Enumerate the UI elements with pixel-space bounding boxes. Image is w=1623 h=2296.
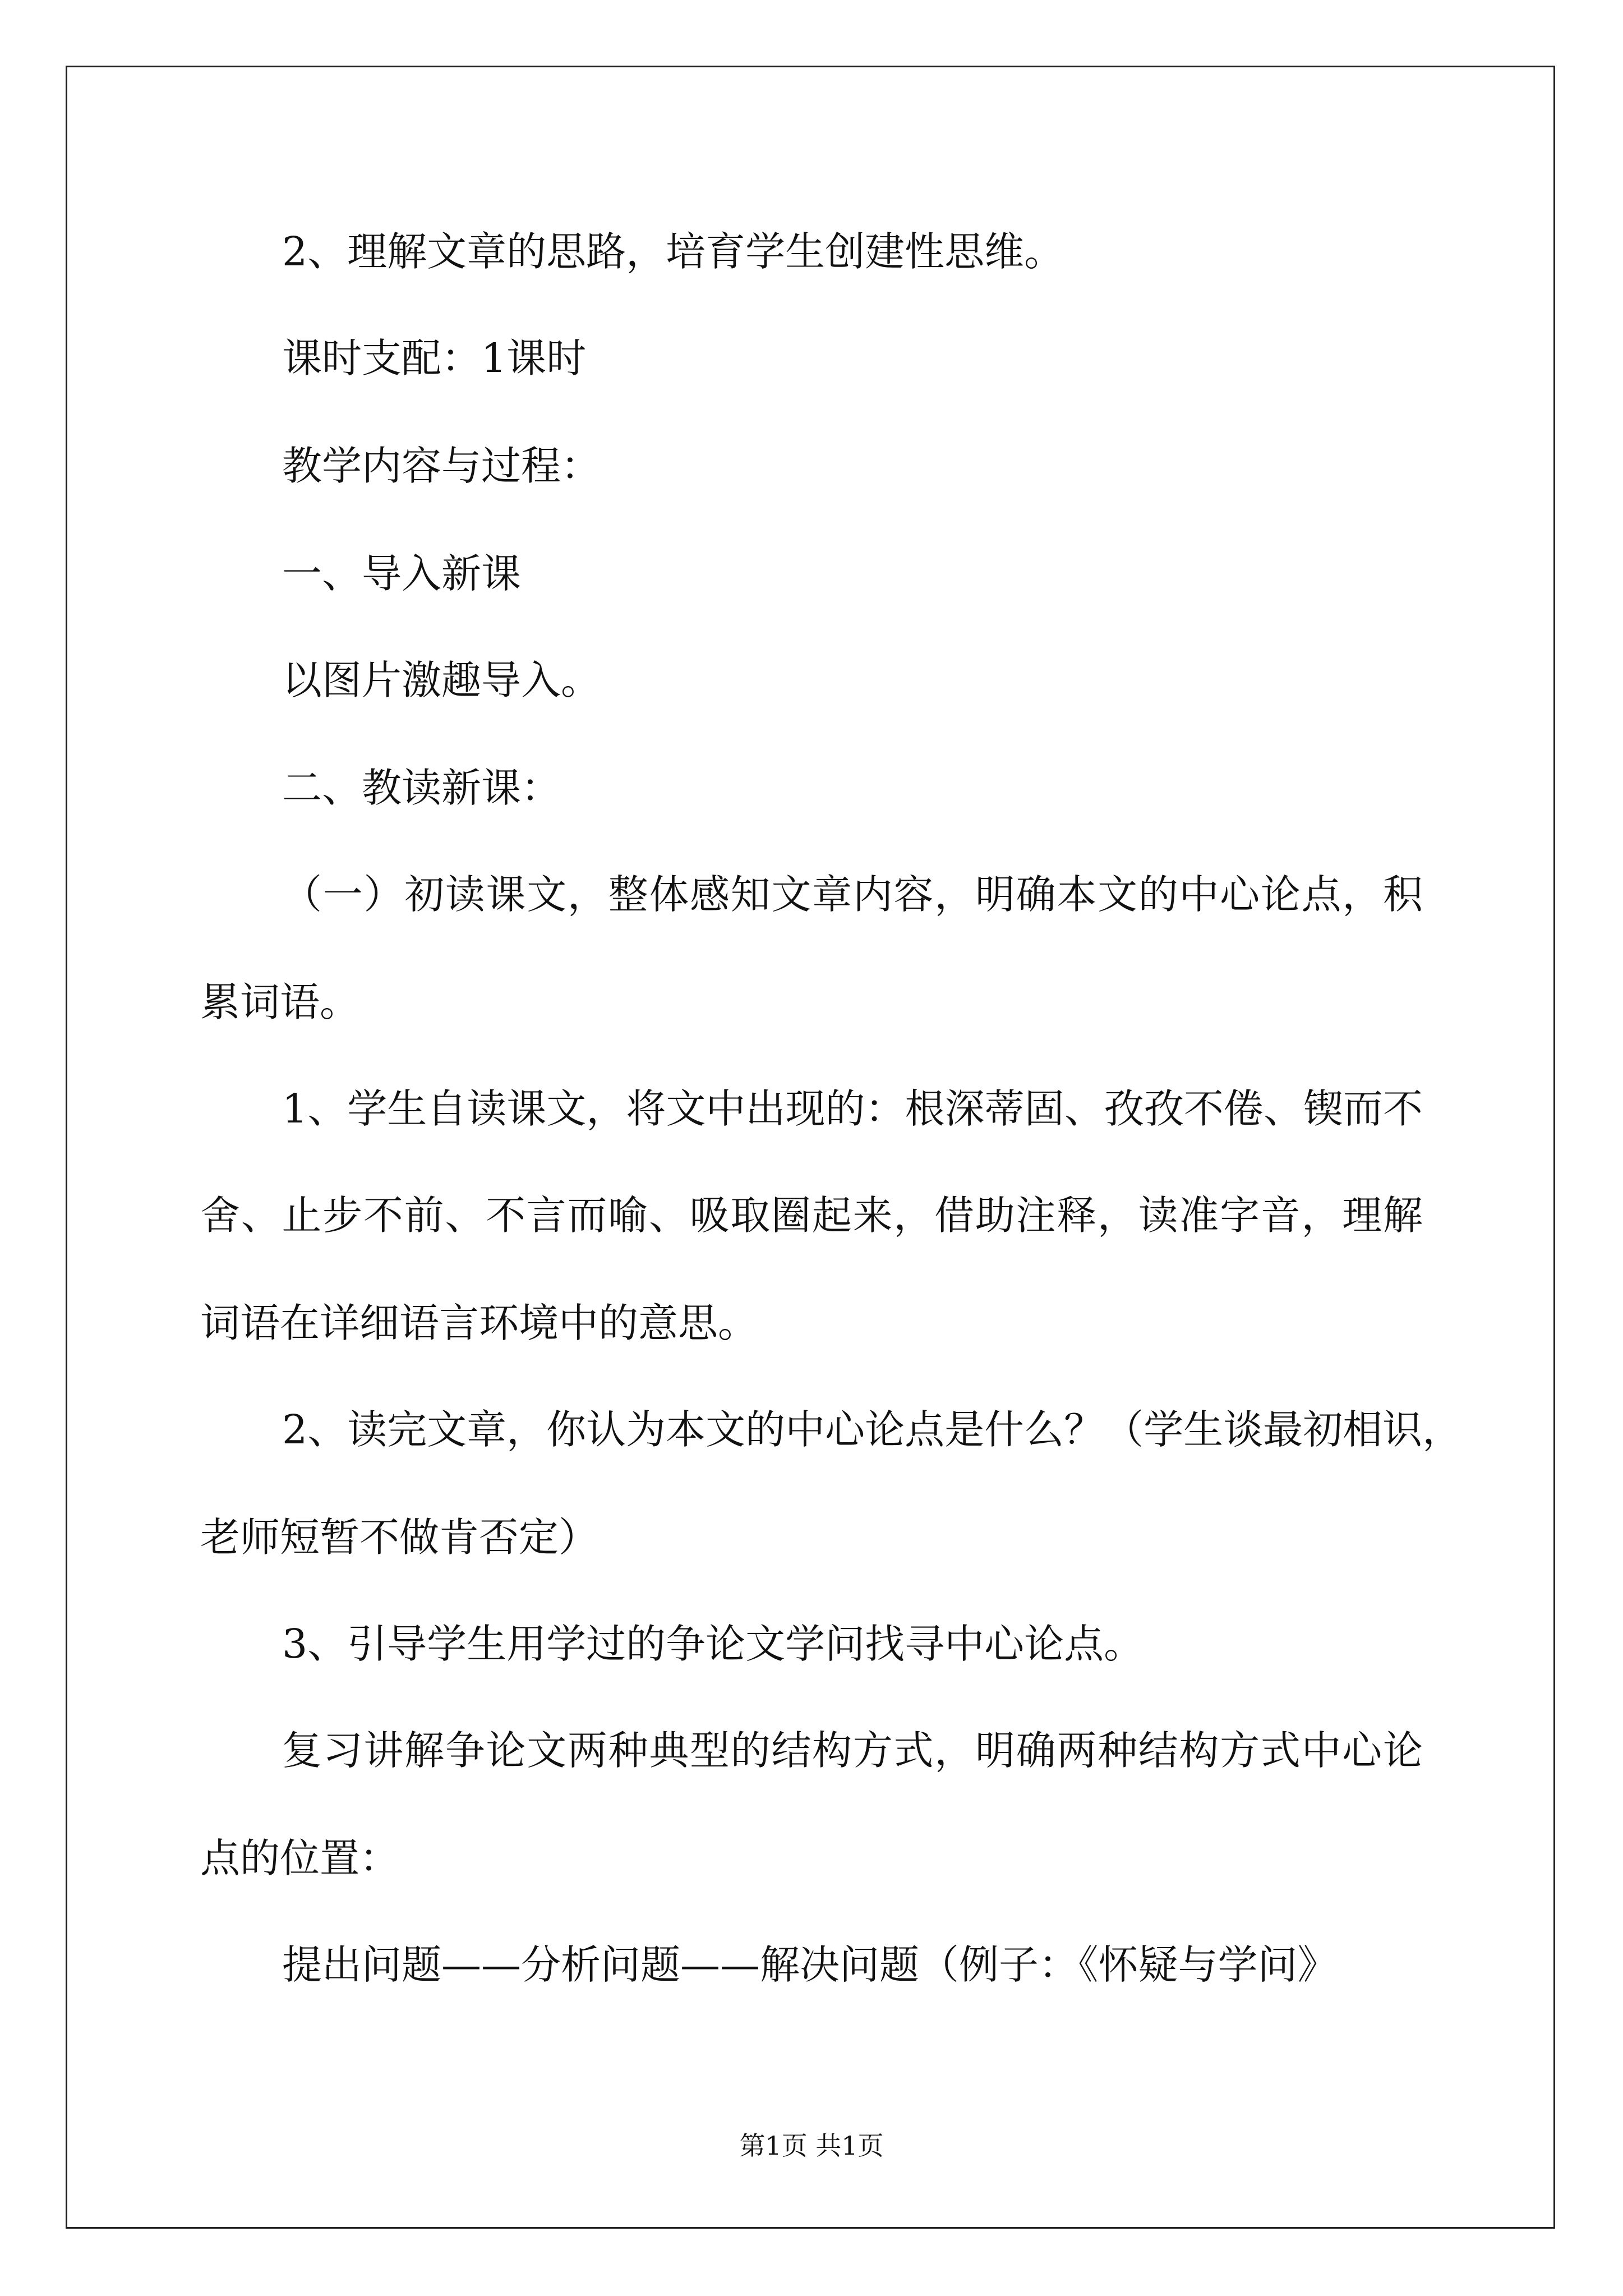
paragraph-first-reading-line2: 累词语。 (200, 979, 360, 1025)
paragraph-review-structure-line2: 点的位置： (200, 1835, 400, 1881)
paragraph-self-reading-line3: 词语在详细语言环境中的意思。 (200, 1300, 758, 1346)
paragraph-guide-students: 3、引导学生用学过的争论文学问找寻中心论点。 (282, 1621, 1144, 1667)
paragraph-structure-example: 提出问题——分析问题——解决问题（例子：《怀疑与学问》 (282, 1941, 1338, 1988)
paragraph-central-argument-line1: 2、读完文章，你认为本文的中心论点是什么？（学生谈最初相识， (282, 1406, 1463, 1453)
page-border (66, 66, 1555, 2229)
paragraph-intro-method: 以图片激趣导入。 (282, 657, 601, 703)
paragraph-central-argument-line2: 老师短暂不做肯否定） (200, 1514, 599, 1561)
paragraph-review-structure-line1: 复习讲解争论文两种典型的结构方式，明确两种结构方式中心论 (282, 1727, 1423, 1774)
paragraph-content-heading: 教学内容与过程： (282, 443, 601, 489)
paragraph-class-hours: 课时支配：1课时 (282, 335, 587, 381)
section-heading-intro: 一、导入新课 (282, 550, 522, 597)
paragraph-first-reading-line1: （一）初读课文，整体感知文章内容，明确本文的中心论点，积 (282, 871, 1423, 918)
page-footer: 第1页 共1页 (739, 2131, 884, 2161)
paragraph-self-reading-line1: 1、学生自读课文，将文中出现的：根深蒂固、孜孜不倦、锲而不 (282, 1085, 1423, 1132)
section-heading-teaching: 二、教读新课： (282, 765, 561, 811)
paragraph-objective-2: 2、理解文章的思路，培育学生创建性思维。 (282, 228, 1064, 275)
paragraph-self-reading-line2: 舍、止步不前、不言而喻、吸取圈起来，借助注释，读准字音，理解 (200, 1192, 1423, 1239)
